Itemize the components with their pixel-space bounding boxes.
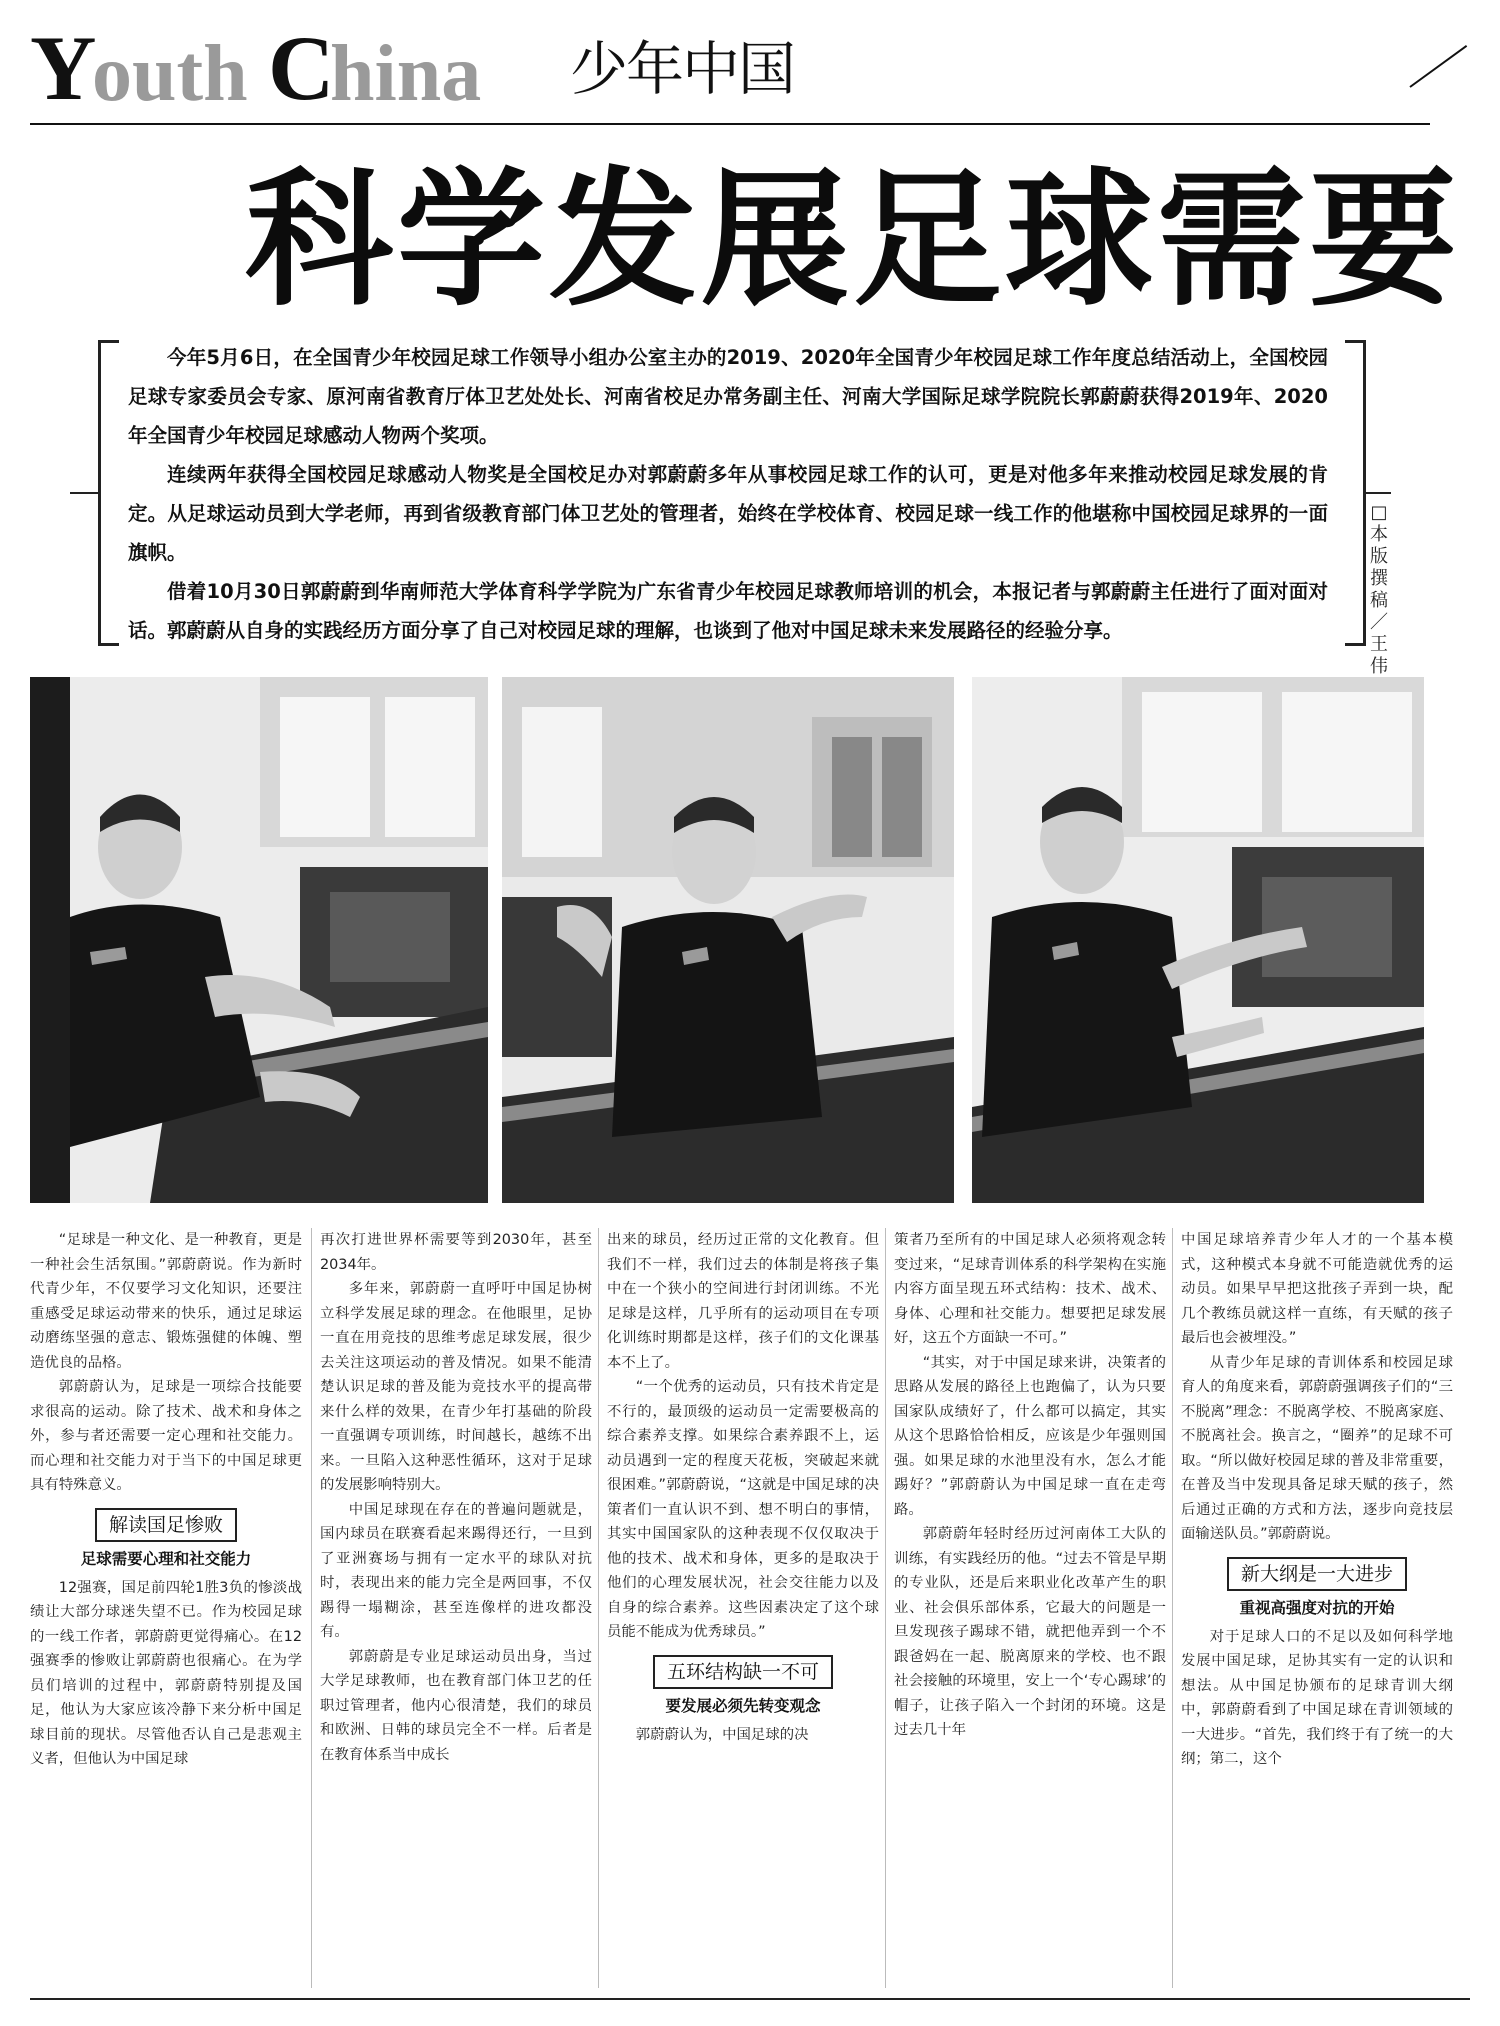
section-heading-1 — [30, 1508, 302, 1570]
section-title: 解读国足惨败 — [95, 1508, 237, 1542]
body-paragraph: 出来的球员，经历过正常的文化教育。但我们不一样，我们过去的体制是将孩子集中在一个狭小的空间进行封闭训练。不光足球是这样，几乎所有的运动项目在专项化训练时期都是这样，孩子们的文化课基本不上了。 — [607, 1232, 879, 1371]
byline: □本版撰稿／王伟 — [1370, 502, 1388, 677]
column-divider — [311, 1228, 312, 1988]
masthead-word-outh: outh — [92, 30, 248, 118]
article-body — [30, 1228, 1470, 1988]
column-divider — [885, 1228, 886, 1988]
body-paragraph: 策者乃至所有的中国足球人必须将观念转变过来，“足球青训体系的科学架构在实施内容方面呈现五环式结构：技术、战术、身体、心理和社交能力。想要把足球发展好，这五个方面缺一不可。” — [894, 1232, 1166, 1346]
article-column-5 — [1181, 1228, 1453, 1988]
photo-interview-1 — [30, 677, 488, 1203]
body-paragraph: 多年来，郭蔚蔚一直呼吁中国足协树立科学发展足球的理念。在他眼里，足协一直在用竞技的思维考虑足球发展，很少去关注这项运动的普及情况。如果不能清楚认识足球的普及能为竞技水平的提高带来什么样的效果，在青少年打基础的阶段一直强调专项训练，时间越长，越练不出来。一旦陷入这种恶性循环，这对于足球的发展影响特别大。 — [320, 1281, 592, 1493]
body-paragraph: 从青少年足球的青训体系和校园足球育人的角度来看，郭蔚蔚强调孩子们的“三不脱离”理念：不脱离学校、不脱离家庭、不脱离社会。换言之，“圈养”的足球不可取。“所以做好校园足球的普及非常重要，在普及当中发现具备足球天赋的孩子，然后通过正确的方式和方法，逐步向竞技层面输送队员。”郭蔚蔚说。 — [1181, 1354, 1453, 1542]
body-paragraph: 郭蔚蔚年轻时经历过河南体工大队的训练，有实践经历的他。“过去不管是早期的专业队，还是后来职业化改革产生的职业、社会俱乐部体系，它最大的问题是一旦发现孩子踢球不错，就把他弄到一个不跟爸妈在一起、脱离原来的学校、也不跟社会接触的环境里，安上一个‘专心踢球’的帽子，让孩子陷入一个封闭的环境。这是过去几十年 — [894, 1526, 1166, 1738]
section-title: 五环结构缺一不可 — [653, 1655, 833, 1689]
body-paragraph: “足球是一种文化、是一种教育，更是一种社会生活氛围。”郭蔚蔚说。作为新时代青少年，不仅要学习文化知识，还要注重感受足球运动带来的快乐，通过足球运动磨练坚强的意志、锻炼强健的体魄、塑造优良的品格。 — [30, 1232, 302, 1371]
article-column-2 — [320, 1228, 592, 1988]
body-paragraph: 郭蔚蔚认为，中国足球的决 — [635, 1726, 809, 1743]
headline: 科学发展足球需要 — [245, 152, 1461, 326]
masthead-initial-y: Y — [30, 17, 97, 119]
body-paragraph: 中国足球现在存在的普遍问题就是，国内球员在联赛看起来踢得还行，一旦到了亚洲赛场与拥有一定水平的球队对抗时，表现出来的能力完全是两回事，不仅踢得一塌糊涂，甚至连像样的进攻都没有。 — [320, 1501, 592, 1640]
column-divider — [598, 1228, 599, 1988]
body-paragraph: “其实，对于中国足球来讲，决策者的思路从发展的路径上也跑偏了，认为只要国家队成绩好了，什么都可以搞定，其实从这个思路恰恰相反，应该是少年强则国强。如果足球的水池里没有水，怎么才能踢好？”郭蔚蔚认为中国足球一直在走弯路。 — [894, 1354, 1166, 1518]
photo-interview-3 — [972, 677, 1424, 1203]
masthead — [30, 17, 1470, 119]
masthead-chinese-title: 少年中国 — [570, 35, 795, 103]
masthead-initial-c: C — [268, 17, 335, 119]
section-heading-2 — [607, 1655, 879, 1717]
body-paragraph: 对于足球人口的不足以及如何科学地发展中国足球，足协其实有一定的认识和想法。从中国足协颁布的足球青训大纲中，郭蔚蔚看到了中国足球在青训领域的一大进步。“首先，我们终于有了统一的大纲；第二，这个 — [1181, 1628, 1453, 1767]
section-subtitle: 足球需要心理和社交能力 — [80, 1549, 252, 1568]
body-paragraph: 中国足球培养青少年人才的一个基本模式，这种模式本身就不可能造就优秀的运动员。如果早早把这批孩子弄到一块，配几个教练员就这样一直练，有天赋的孩子最后也会被埋没。” — [1181, 1232, 1453, 1346]
section-heading-3 — [1181, 1557, 1453, 1619]
section-subtitle: 要发展必须先转变观念 — [665, 1696, 821, 1715]
lead-rule-left — [70, 492, 98, 494]
photo-interview-2 — [502, 677, 954, 1203]
lead-paragraph: 连续两年获得全国校园足球感动人物奖是全国校足办对郭蔚蔚多年从事校园足球工作的认可，更是对他多年来推动校园足球发展的肯定。从足球运动员到大学老师，再到省级教育部门体卫艺处的管理者，始终在学校体育、校园足球一线工作的他堪称中国校园足球界的一面旗帜。 — [128, 463, 1328, 564]
body-paragraph: 郭蔚蔚认为，足球是一项综合技能要求很高的运动。除了技术、战术和身体之外，参与者还需要一定心理和社交能力。而心理和社交能力对于当下的中国足球更具有特殊意义。 — [30, 1379, 302, 1493]
lead-bracket-left — [98, 340, 119, 646]
lead-paragraph: 今年5月6日，在全国青少年校园足球工作领导小组办公室主办的2019、2020年全国青少年校园足球工作年度总结活动上，全国校园足球专家委员会专家、原河南省教育厅体卫艺处处长、河南省校足办常务副主任、河南大学国际足球学院院长郭蔚蔚获得2019年、2020年全国青少年校园足球感动人物两个奖项。 — [128, 346, 1328, 447]
body-paragraph: 郭蔚蔚是专业足球运动员出身，当过大学足球教师，也在教育部门体卫艺的任职过管理者，他内心很清楚，我们的球员和欧洲、日韩的球员完全不一样。后者是在教育体系当中成长 — [320, 1648, 592, 1763]
column-divider — [1172, 1228, 1173, 1988]
body-paragraph: “一个优秀的运动员，只有技术肯定是不行的，最顶级的运动员一定需要极高的综合素养支撑。如果综合素养跟不上，运动员遇到一定的程度天花板，突破起来就很困难。”郭蔚蔚说，“这就是中国足球的决策者们一直认识不到、想不明白的事情，其实中国国家队的这种表现不仅仅取决于他的技术、战术和身体，更多的是取决于他们的心理发展状况，社会交往能力以及自身的综合素养。这些因素决定了这个球员能不能成为优秀球员。” — [607, 1379, 879, 1640]
body-paragraph: 12强赛，国足前四轮1胜3负的惨淡战绩让大部分球迷失望不已。作为校园足球的一线工作者，郭蔚蔚更觉得痛心。在12强赛季的惨败让郭蔚蔚也很痛心。在为学员们培训的过程中，郭蔚蔚特别提及国足，他认为大家应该冷静下来分析中国足球目前的现状。尽管他否认自己是悲观主义者，但他认为中国足球 — [30, 1579, 302, 1767]
footer-rule — [30, 1998, 1470, 2000]
article-column-3 — [607, 1228, 879, 1988]
masthead-word-hina: hina — [330, 30, 482, 118]
body-paragraph: 再次打进世界杯需要等到2030年，甚至2034年。 — [320, 1232, 592, 1273]
section-title: 新大纲是一大进步 — [1227, 1557, 1407, 1591]
article-column-1 — [30, 1228, 302, 1988]
masthead-rule — [30, 123, 1430, 125]
lead-paragraphs — [128, 338, 1328, 650]
section-subtitle: 重视高强度对抗的开始 — [1239, 1598, 1395, 1617]
lead-paragraph: 借着10月30日郭蔚蔚到华南师范大学体育科学学院为广东省青少年校园足球教师培训的机会，本报记者与郭蔚蔚主任进行了面对面对话。郭蔚蔚从自身的实践经历方面分享了自己对校园足球的理解，也谈到了他对中国足球未来发展路径的经验分享。 — [128, 580, 1328, 642]
article-column-4 — [894, 1228, 1166, 1988]
lead-rule-right — [1363, 492, 1391, 494]
